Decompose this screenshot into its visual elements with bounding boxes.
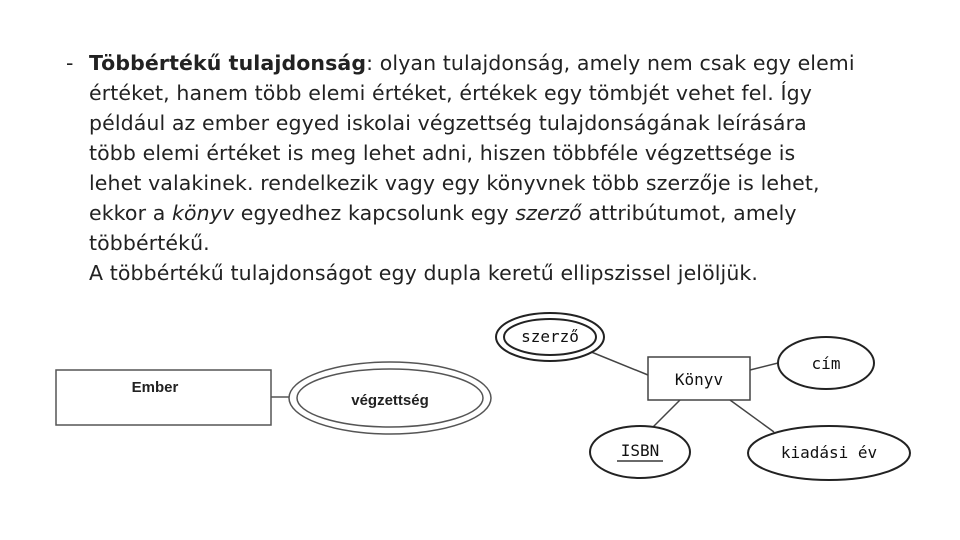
bullet-dash: - — [66, 51, 74, 75]
entity-ember-label: Ember — [131, 379, 179, 396]
right-diagram — [496, 313, 910, 480]
term-bold: Többértékű tulajdonság — [89, 51, 367, 75]
text-line-8: A többértékű tulajdonságot egy dupla keretű ellipszissel jelöljük. — [89, 261, 759, 285]
text-line-5: lehet valakinek. rendelkezik vagy egy könyvnek több szerzője is lehet, — [89, 171, 820, 195]
italic-konyv: könyv — [172, 201, 235, 225]
attr-szerzo-label: szerző — [521, 327, 579, 346]
attr-kiadasi-ev-label: kiadási év — [780, 443, 878, 462]
text-line-3: például az ember egyed iskolai végzettség tulajdonságának leírására — [89, 111, 807, 135]
attr-isbn-label: ISBN — [620, 441, 660, 460]
attr-cim-label: cím — [811, 354, 841, 373]
text-line-6-a: ekkor a — [89, 201, 172, 225]
text-line-7: többértékű. — [89, 231, 210, 255]
connector-kiadasi-ev — [730, 400, 774, 432]
text-line-4: több elemi értéket is meg lehet adni, hiszen többféle végzettsége is — [89, 141, 796, 165]
entity-konyv-label: Könyv — [674, 370, 724, 389]
text-line-1-rest: olyan tulajdonság, amely nem csak egy elemi — [373, 51, 855, 75]
text-line-6-c: attribútumot, amely — [581, 201, 797, 225]
attr-vegzettseg-label: végzettség — [351, 392, 429, 409]
italic-szerzo: szerző — [515, 201, 582, 225]
colon: : — [366, 51, 374, 75]
text-line-6-b: egyedhez kapcsolunk egy — [234, 201, 516, 225]
left-diagram — [56, 362, 491, 434]
text-line-2: értéket, hanem több elemi értéket, értékek egy tömbjét vehet fel. Így — [89, 81, 812, 105]
